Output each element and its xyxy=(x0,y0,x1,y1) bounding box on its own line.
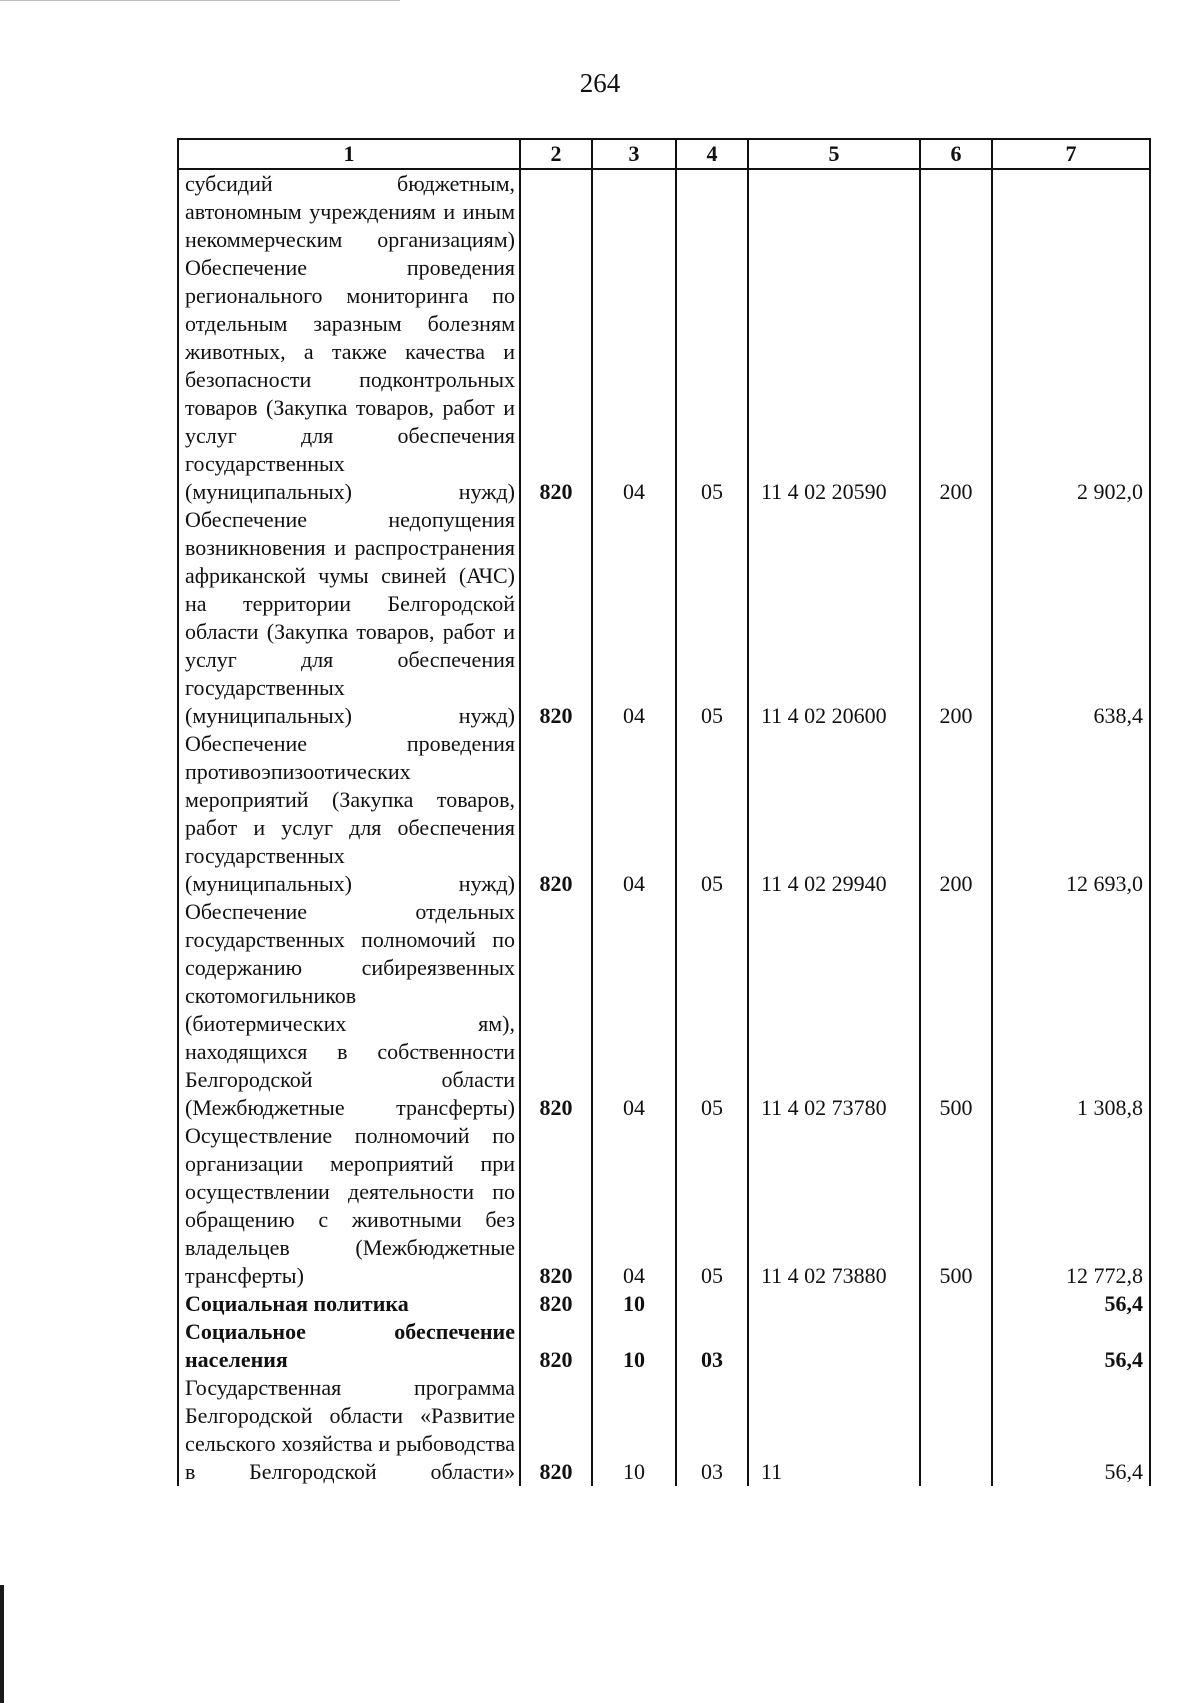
cell-amount: 2 902,0 xyxy=(992,254,1150,506)
cell-expense-type: 500 xyxy=(920,1122,992,1290)
cell-subsection-code: 05 xyxy=(676,898,748,1122)
column-header: 3 xyxy=(592,139,676,169)
cell-amount: 12 772,8 xyxy=(992,1122,1150,1290)
cell-target-article: 11 xyxy=(748,1374,920,1486)
cell-subsection-code: 05 xyxy=(676,730,748,898)
row-description: субсидий бюджетным, автономным учреждениям и иным некоммерческим организациям) xyxy=(178,169,520,254)
cell-ministry-code: 820 xyxy=(520,1122,592,1290)
table-row xyxy=(178,730,1150,898)
cell-section-code: 10 xyxy=(592,1318,676,1374)
cell-section-code xyxy=(592,169,676,254)
table-row xyxy=(178,169,1150,254)
table-row xyxy=(178,506,1150,730)
table-row xyxy=(178,1374,1150,1486)
cell-amount: 56,4 xyxy=(992,1374,1150,1486)
cell-target-article: 11 4 02 29940 xyxy=(748,730,920,898)
column-header: 2 xyxy=(520,139,592,169)
cell-ministry-code: 820 xyxy=(520,254,592,506)
cell-subsection-code: 05 xyxy=(676,1122,748,1290)
cell-amount: 56,4 xyxy=(992,1318,1150,1374)
cell-expense-type xyxy=(920,1374,992,1486)
cell-section-code: 04 xyxy=(592,506,676,730)
cell-expense-type: 200 xyxy=(920,506,992,730)
cell-section-code: 04 xyxy=(592,1122,676,1290)
cell-target-article xyxy=(748,1290,920,1318)
cell-section-code: 04 xyxy=(592,730,676,898)
cell-expense-type: 200 xyxy=(920,730,992,898)
cell-subsection-code: 05 xyxy=(676,506,748,730)
cell-section-code: 10 xyxy=(592,1374,676,1486)
table-row xyxy=(178,254,1150,506)
cell-section-code: 10 xyxy=(592,1290,676,1318)
cell-ministry-code: 820 xyxy=(520,1374,592,1486)
column-header: 1 xyxy=(178,139,520,169)
cell-expense-type: 500 xyxy=(920,898,992,1122)
cell-ministry-code: 820 xyxy=(520,506,592,730)
table-row xyxy=(178,1122,1150,1290)
column-header: 4 xyxy=(676,139,748,169)
cell-target-article: 11 4 02 20590 xyxy=(748,254,920,506)
cell-amount xyxy=(992,169,1150,254)
cell-subsection-code: 05 xyxy=(676,254,748,506)
row-description: Обеспечение отдельных государственных полномочий по содержанию сибиреязвенных скотомогильников (биотермических ям), находящихся в собственности Белгородской области (Межбюджетные трансферты) xyxy=(178,898,520,1122)
cell-target-article xyxy=(748,169,920,254)
row-description: Государственная программа Белгородской области «Развитие сельского хозяйства и рыбоводства в Белгородской области» xyxy=(178,1374,520,1486)
table-row xyxy=(178,1290,1150,1318)
table-row xyxy=(178,898,1150,1122)
cell-amount: 638,4 xyxy=(992,506,1150,730)
column-header: 7 xyxy=(992,139,1150,169)
cell-amount: 1 308,8 xyxy=(992,898,1150,1122)
page-number: 264 xyxy=(579,68,621,98)
cell-subsection-code xyxy=(676,169,748,254)
cell-section-code: 04 xyxy=(592,898,676,1122)
scan-edge-line xyxy=(0,0,400,1)
column-header: 6 xyxy=(920,139,992,169)
cell-ministry-code xyxy=(520,169,592,254)
cell-expense-type: 200 xyxy=(920,254,992,506)
row-description: Обеспечение проведения регионального мониторинга по отдельным заразным болезням животных, а также качества и безопасности подконтрольных товаров (Закупка товаров, работ и услуг для обеспечения государственных (муниципальных) нужд) xyxy=(178,254,520,506)
cell-target-article xyxy=(748,1318,920,1374)
row-description: Социальное обеспечение населения xyxy=(178,1318,520,1374)
scan-edge-bar xyxy=(0,1585,4,1703)
table-header-row xyxy=(178,139,1150,169)
cell-ministry-code: 820 xyxy=(520,898,592,1122)
table-row xyxy=(178,1318,1150,1374)
cell-ministry-code: 820 xyxy=(520,1318,592,1374)
row-description: Обеспечение недопущения возникновения и распространения африканской чумы свиней (АЧС) на территории Белгородской области (Закупка товаров, работ и услуг для обеспечения государственных (муниципальных) нужд) xyxy=(178,506,520,730)
cell-subsection-code xyxy=(676,1290,748,1318)
row-description: Социальная политика xyxy=(178,1290,520,1318)
cell-target-article: 11 4 02 73780 xyxy=(748,898,920,1122)
row-description: Обеспечение проведения противоэпизоотических мероприятий (Закупка товаров, работ и услуг для обеспечения государственных (муниципальных) нужд) xyxy=(178,730,520,898)
cell-subsection-code: 03 xyxy=(676,1318,748,1374)
cell-expense-type xyxy=(920,1318,992,1374)
row-description: Осуществление полномочий по организации мероприятий при осуществлении деятельности по обращению с животными без владельцев (Межбюджетные трансферты) xyxy=(178,1122,520,1290)
budget-table xyxy=(177,138,1151,1486)
cell-ministry-code: 820 xyxy=(520,730,592,898)
cell-amount: 56,4 xyxy=(992,1290,1150,1318)
cell-expense-type xyxy=(920,169,992,254)
cell-expense-type xyxy=(920,1290,992,1318)
column-header: 5 xyxy=(748,139,920,169)
cell-target-article: 11 4 02 20600 xyxy=(748,506,920,730)
cell-ministry-code: 820 xyxy=(520,1290,592,1318)
cell-amount: 12 693,0 xyxy=(992,730,1150,898)
cell-target-article: 11 4 02 73880 xyxy=(748,1122,920,1290)
cell-subsection-code: 03 xyxy=(676,1374,748,1486)
cell-section-code: 04 xyxy=(592,254,676,506)
